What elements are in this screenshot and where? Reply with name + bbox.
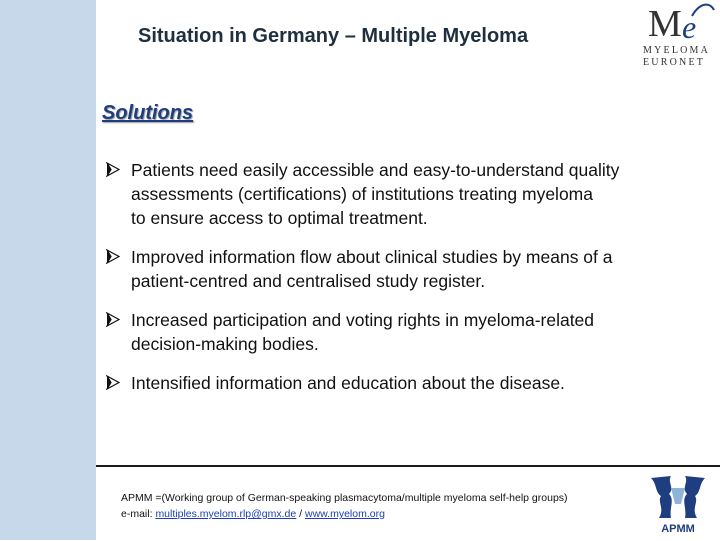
slide-title: Situation in Germany – Multiple Myeloma xyxy=(138,25,529,47)
bullet-line: assessments (certifications) of institutions treating myeloma xyxy=(131,184,593,204)
logo-line-2: EURONET xyxy=(643,57,706,68)
bullet-line: patient-centred and centralised study register. xyxy=(131,271,486,291)
bullet-item xyxy=(106,308,706,356)
arrow-bullet-icon xyxy=(106,249,120,264)
left-side-band xyxy=(0,0,96,540)
logo-line-1: MYELOMA xyxy=(643,45,711,56)
bullet-line: decision-making bodies. xyxy=(131,334,319,354)
bullet-line: to ensure access to optimal treatment. xyxy=(131,208,428,228)
website-link[interactable]: www.myelom.org xyxy=(304,508,385,520)
bullet-line: Increased participation and voting rights in myeloma-related xyxy=(131,310,595,330)
footer-divider xyxy=(96,465,720,467)
bullet-line: Intensified information and education about the disease. xyxy=(131,373,565,393)
email-link[interactable]: multiples.myelom.rlp@gmx.de xyxy=(155,508,297,520)
logo-wordmark xyxy=(643,45,719,69)
email-label: e-mail: xyxy=(121,508,156,520)
bullet-item xyxy=(106,245,706,293)
footer-line-1: APMM =(Working group of German-speaking plasmacytoma/multiple myeloma self-help groups) xyxy=(121,492,568,504)
arrow-bullet-icon xyxy=(106,162,120,177)
footer-separator: / xyxy=(296,508,305,520)
footer-text xyxy=(121,490,641,522)
footer-line-2 xyxy=(121,506,641,522)
bullet-line: Patients need easily accessible and easy-to-understand quality xyxy=(131,160,620,180)
apmm-logo-text: APMM xyxy=(661,523,695,535)
bullet-list xyxy=(106,158,706,410)
section-heading: Solutions xyxy=(102,102,194,124)
logo-mark-e: e xyxy=(682,9,697,45)
apmm-logo xyxy=(645,474,711,536)
logo-mark-m: M xyxy=(648,3,682,45)
bullet-item xyxy=(106,158,706,230)
arrow-bullet-icon xyxy=(106,312,120,327)
arrow-bullet-icon xyxy=(106,375,120,390)
bullet-line: Improved information flow about clinical studies by means of a xyxy=(131,247,613,267)
bullet-item xyxy=(106,371,706,395)
